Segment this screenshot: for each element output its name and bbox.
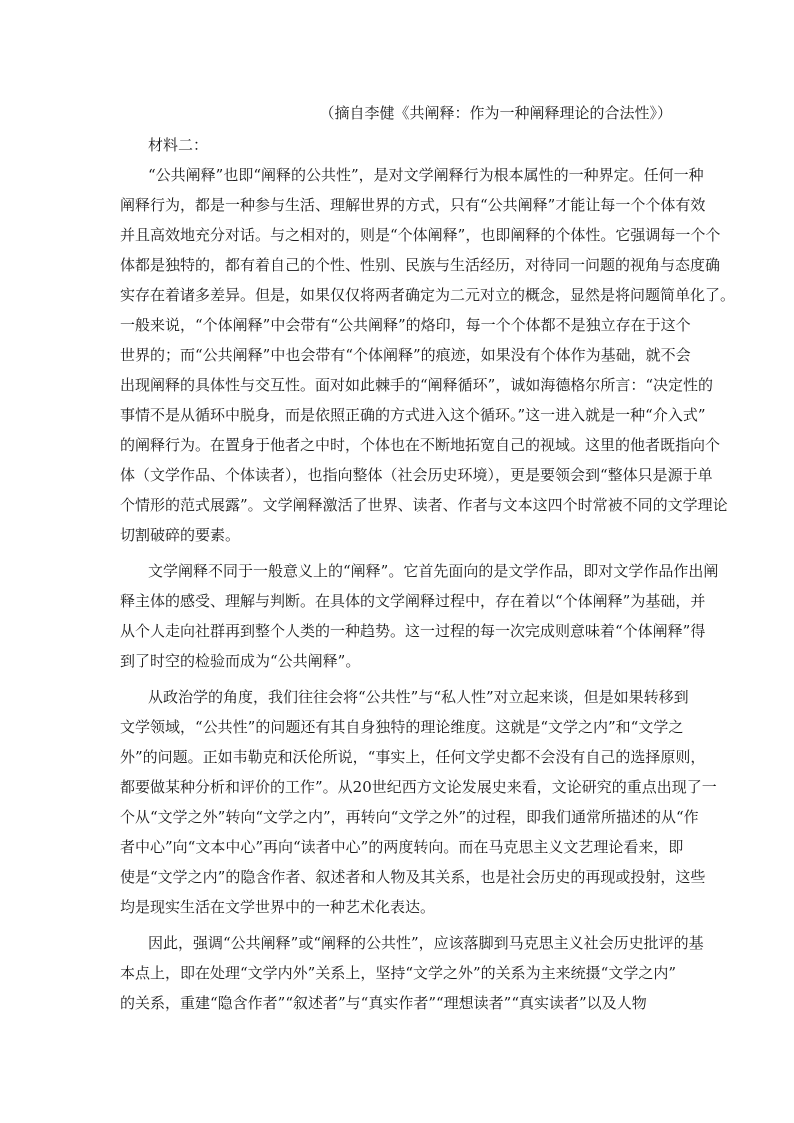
paragraph-line: 者中心”向“文本中心”再向“读者中心”的两度转向。而在马克思主义文艺理论看来，即 [120, 838, 684, 856]
paragraph-line: 使是“文学之内”的隐含作者、叙述者和人物及其关系，也是社会历史的再现或投射，这些 [120, 868, 706, 886]
paragraph-line: 实存在着诸多差异。但是，如果仅仅将两者确定为二元对立的概念，显然是将问题简单化了。 [120, 286, 736, 304]
paragraph-line: 体（文学作品、个体读者），也指向整体（社会历史环境），更是要领会到“整体只是源于单 [120, 466, 713, 484]
paragraph-line: 的阐释行为。在置身于他者之中时，个体也在不断地拓宽自己的视域。这里的他者既指向个 [120, 436, 721, 454]
document-body [120, 160, 736, 1018]
paragraph-line: 一般来说，“个体阐释”中会带有“公共阐释”的烙印，每一个个体都不是独立存在于这个 [120, 316, 691, 334]
paragraph-line: 切割破碎的要素。 [120, 526, 241, 544]
paragraph [120, 928, 704, 1018]
paragraph-line: 个情形的范式展露”。文学阐释激活了世界、读者、作者与文本这四个时常被不同的文学理论 [120, 496, 728, 514]
paragraph [120, 556, 719, 676]
paragraph-line: 外”的问题。正如韦勒克和沃伦所说，“事实上，任何文学史都不会没有自己的选择原则， [120, 748, 706, 766]
paragraph-line: 均是现实生活在文学世界中的一种艺术化表达。 [120, 898, 436, 916]
paragraph-line: 出现阐释的具体性与交互性。面对如此棘手的“阐释循环”，诚如海德格尔所言：“决定性的 [120, 376, 714, 394]
paragraph-line: 因此，强调“公共阐释”或“阐释的公共性”，应该落脚到马克思主义社会历史批评的基 [148, 934, 704, 952]
source-citation: （摘自李健《共阐释：作为一种阐释理论的合法性》） [319, 104, 672, 122]
paragraph-line: 文学领域，“公共性”的问题还有其自身独特的理论维度。这就是“文学之内”和“文学之 [120, 718, 684, 736]
paragraph-line: 文学阐释不同于一般意义上的“阐释”。它首先面向的是文学作品，即对文学作品作出阐 [148, 562, 719, 580]
paragraph-line: 本点上，即在处理“文学内外”关系上，坚持“文学之外”的关系为主来统摄“文学之内” [120, 964, 677, 982]
material-label: 材料二： [148, 136, 209, 154]
paragraph-line: 个从“文学之外”转向“文学之内”，再转向“文学之外”的过程，即我们通常所描述的从“作 [120, 808, 699, 826]
paragraph-line: 从个人走向社群再到整个人类的一种趋势。这一过程的每一次完成则意味着“个体阐释”得 [120, 622, 706, 640]
paragraph-line: 体都是独特的，都有着自己的个性、性别、民族与生活经历，对待同一问题的视角与态度确 [120, 256, 721, 274]
paragraph-line: 阐释行为，都是一种参与生活、理解世界的方式，只有“公共阐释”才能让每一个个体有效 [120, 196, 706, 214]
paragraph-line: 事情不是从循环中脱身，而是依照正确的方式进入这个循环。”这一进入就是一种“介入式” [120, 406, 706, 424]
paragraph-line: 的关系，重建“隐含作者”“叙述者”与“真实作者”“理想读者”“真实读者”以及人物 [120, 994, 647, 1012]
paragraph [120, 160, 736, 550]
paragraph-line: “公共阐释”也即“阐释的公共性”，是对文学阐释行为根本属性的一种界定。任何一种 [148, 166, 704, 184]
paragraph-line: 并且高效地充分对话。与之相对的，则是“个体阐释”，也即阐释的个体性。它强调每一个个 [120, 226, 721, 244]
paragraph-line: 都要做某种分析和评价的工作”。从20世纪西方文论发展史来看，文论研究的重点出现了一 [120, 778, 717, 796]
paragraph-line: 释主体的感受、理解与判断。在具体的文学阐释过程中，存在着以“个体阐释”为基础，并 [120, 592, 706, 610]
paragraph [120, 682, 717, 922]
paragraph-line: 到了时空的检验而成为“公共阐释”。 [120, 652, 361, 670]
paragraph-line: 从政治学的角度，我们往往会将“公共性”与“私人性”对立起来谈，但是如果转移到 [148, 688, 689, 706]
paragraph-line: 世界的；而“公共阐释”中也会带有“个体阐释”的痕迹，如果没有个体作为基础，就不会 [120, 346, 691, 364]
